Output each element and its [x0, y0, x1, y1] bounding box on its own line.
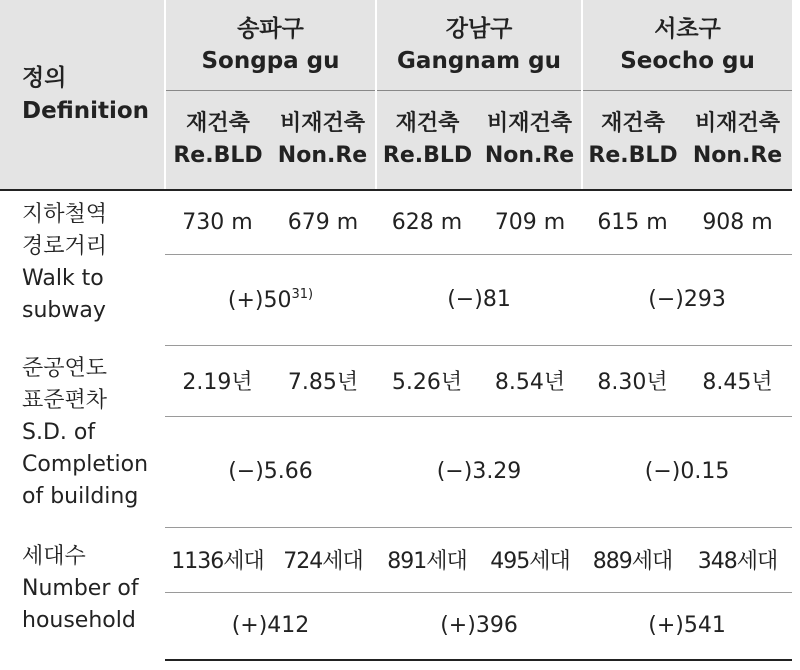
value-cell: 628 m: [391, 209, 463, 235]
value-cell: 709 m: [494, 209, 566, 235]
sub-header-rebld: [582, 91, 683, 191]
district-header-songpa: [165, 0, 376, 91]
difference-cell: (−)293: [582, 254, 792, 345]
value-cell: 730 m: [182, 209, 253, 235]
row-label-walk-to-subway: [0, 190, 165, 345]
difference-value: (+)50: [227, 287, 292, 313]
row-label-line: 경로거리: [22, 234, 108, 259]
row-label-line: subway: [22, 298, 106, 323]
difference-cell: (+)396: [376, 592, 582, 660]
row-label-line: Walk to: [22, 266, 104, 291]
district-header-gangnam: [376, 0, 582, 91]
row-label-line: 준공연도: [22, 356, 108, 381]
sub-header-en: Re.BLD: [382, 143, 473, 168]
district-name-en: Seocho gu: [620, 48, 755, 74]
sub-header-nonre: [270, 91, 376, 191]
value-cell: 891세대: [387, 549, 467, 574]
district-name-ko: 강남구: [445, 16, 513, 42]
difference-cell: (+)412: [165, 592, 376, 660]
definition-header-en: Definition: [22, 97, 150, 124]
value-cell: 8.30년: [597, 370, 668, 395]
row-label-line: of building: [22, 484, 139, 509]
sub-header-en: Non.Re: [484, 143, 575, 168]
sub-header-en: Non.Re: [277, 143, 368, 168]
row-label-line: 표준편차: [22, 388, 108, 413]
sub-header-en: Re.BLD: [588, 143, 678, 168]
difference-cell: [165, 254, 376, 345]
sub-header-en: Non.Re: [692, 143, 783, 168]
sub-header-ko: 비재건축: [280, 111, 366, 136]
sub-header-ko: 비재건축: [487, 111, 573, 136]
row-label-line: household: [22, 608, 136, 633]
district-name-ko: 서초구: [654, 16, 721, 42]
value-cell: 1136세대: [171, 549, 264, 574]
sub-header-nonre: [478, 91, 582, 191]
difference-cell: (+)541: [582, 592, 792, 660]
value-cell: 8.45년: [702, 370, 773, 395]
value-cell: 615 m: [597, 209, 668, 235]
value-cell: 7.85년: [287, 370, 359, 395]
value-cell: 679 m: [287, 209, 359, 235]
row-label-line: 지하철역: [22, 202, 108, 227]
value-cell: 8.54년: [494, 370, 566, 395]
sub-header-ko: 재건축: [186, 111, 250, 136]
district-name-en: Songpa gu: [201, 48, 340, 74]
difference-cell: (−)81: [376, 254, 582, 345]
difference-cell: (−)0.15: [582, 416, 792, 527]
value-cell: 2.19년: [182, 370, 253, 395]
value-cell: 724세대: [283, 549, 363, 574]
definition-header-ko: 정의: [22, 64, 67, 91]
district-header-seocho: [582, 0, 792, 91]
value-cell: 495세대: [490, 549, 570, 574]
difference-cell: (−)5.66: [165, 416, 376, 527]
sub-header-nonre: [683, 91, 792, 191]
sub-header-rebld: [376, 91, 478, 191]
row-label-line: Completion: [22, 452, 149, 477]
sub-header-ko: 재건축: [395, 111, 460, 136]
district-name-en: Gangnam gu: [397, 48, 561, 74]
value-cell: 348세대: [697, 549, 778, 574]
sub-header-en: Re.BLD: [173, 143, 263, 168]
row-label-line: Number of: [22, 576, 139, 601]
row-label-households: [0, 527, 165, 660]
value-cell: 908 m: [702, 209, 773, 235]
difference-cell: (−)3.29: [376, 416, 582, 527]
sub-header-ko: 비재건축: [695, 111, 781, 136]
sub-header-ko: 재건축: [601, 111, 665, 136]
row-label-sd-completion: [0, 345, 165, 527]
row-label-line: S.D. of: [22, 420, 96, 445]
value-cell: 5.26년: [391, 370, 463, 395]
footnote-marker: 31): [291, 286, 314, 302]
value-cell: 889세대: [592, 549, 673, 574]
definition-header: [0, 0, 165, 190]
district-name-ko: 송파구: [237, 16, 304, 42]
row-label-line: 세대수: [22, 544, 86, 569]
sub-header-rebld: [165, 91, 270, 191]
